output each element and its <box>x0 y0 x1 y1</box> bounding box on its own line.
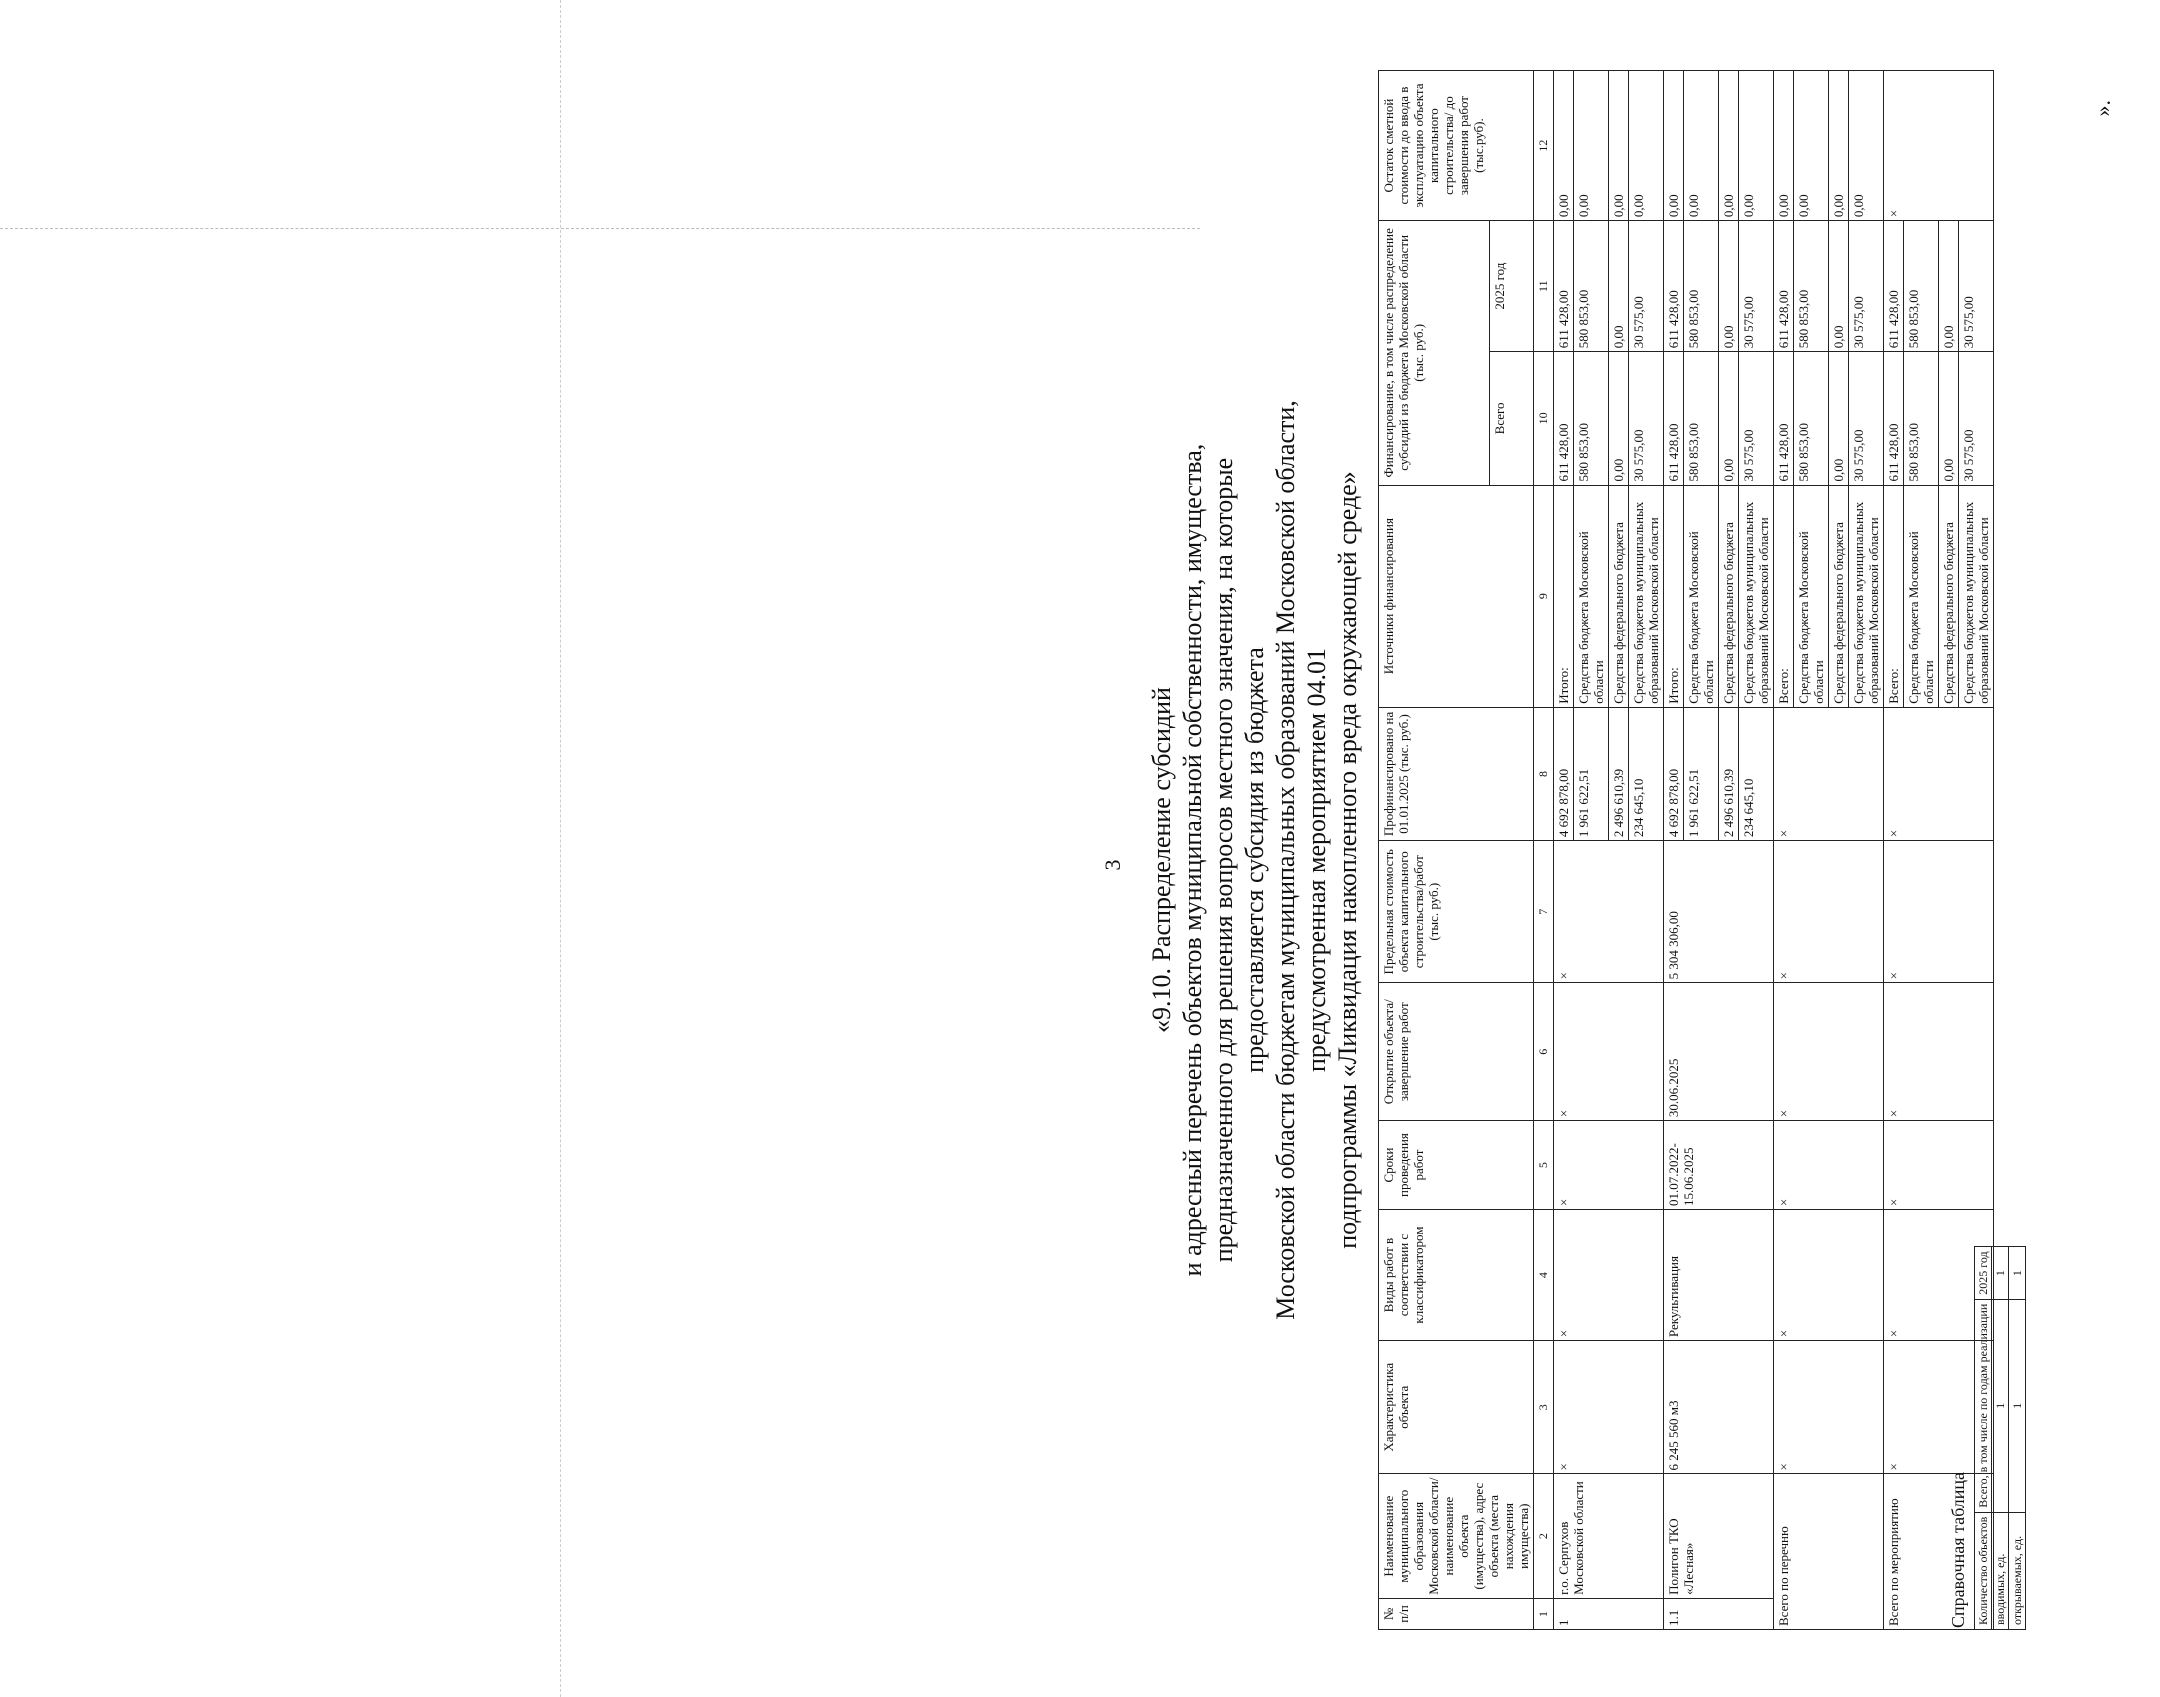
header-cell: Виды работ в соответствии с классификатором <box>1379 1210 1534 1341</box>
year-2025-value: 30 575,00 <box>1959 221 1994 352</box>
opening-date: × <box>1774 983 1884 1121</box>
header-cell: Остаток сметной стоимости до ввода в эксплуатацию объекта капитального строительства/ до завершения работ (тыс.руб). <box>1379 71 1534 221</box>
remaining-value: 0,00 <box>1609 71 1629 221</box>
work-terms: 01.07.2022-15.06.2025 <box>1664 1121 1774 1210</box>
title-line: предназначенного для решения вопросов местного значения, на которые <box>1209 457 1238 1263</box>
funding-source: Итого: <box>1664 485 1684 707</box>
header-cell: № п/п <box>1379 1598 1534 1629</box>
year-2025-value: 580 853,00 <box>1684 221 1719 352</box>
funding-source: Средства бюджета Московской области <box>1684 485 1719 707</box>
funding-source: Средства бюджета Московской области <box>1794 485 1829 707</box>
document-page <box>1090 70 2160 1660</box>
limit-cost: × <box>1774 841 1884 983</box>
table-cell: 1 <box>2009 1299 2026 1512</box>
title-line: предоставляется субсидия из бюджета <box>1240 647 1269 1073</box>
table-row <box>1774 71 1794 1630</box>
work-type: Рекультивация <box>1664 1210 1774 1341</box>
funding-source: Итого: <box>1554 485 1574 707</box>
total-value: 611 428,00 <box>1884 352 1904 485</box>
object-characteristic: × <box>1774 1341 1884 1474</box>
year-2025-value: 30 575,00 <box>1849 221 1884 352</box>
total-value: 0,00 <box>1719 352 1739 485</box>
table-cell: открываемых, ед. <box>2009 1512 2026 1629</box>
table-row <box>1664 71 1684 1630</box>
summary-label: Всего по перечню <box>1774 1474 1884 1630</box>
work-terms: × <box>1774 1121 1884 1210</box>
column-number: 1 <box>1534 1598 1554 1629</box>
total-value: 580 853,00 <box>1904 352 1939 485</box>
year-2025-value: 0,00 <box>1939 221 1959 352</box>
total-value: 611 428,00 <box>1664 352 1684 485</box>
remaining-value: 0,00 <box>1794 71 1829 221</box>
column-number-row <box>1534 71 1554 1630</box>
table-row <box>1884 71 1904 1630</box>
remaining-value: × <box>1884 71 1994 221</box>
object-characteristic: × <box>1554 1341 1664 1474</box>
funding-source: Средства бюджета Московской области <box>1904 485 1939 707</box>
total-value: 30 575,00 <box>1849 352 1884 485</box>
header-cell: Характеристика объекта <box>1379 1341 1534 1474</box>
column-number: 10 <box>1534 352 1554 485</box>
header-cell: 2025 год <box>1489 221 1533 352</box>
total-value: 580 853,00 <box>1794 352 1829 485</box>
year-2025-value: 30 575,00 <box>1739 221 1774 352</box>
header-cell: Количество объектов <box>1975 1512 1992 1629</box>
table-cell: 1 <box>2009 1247 2026 1299</box>
funding-source: Средства бюджетов муниципальных образований Московской области <box>1959 485 1994 707</box>
funding-source: Средства федерального бюджета <box>1939 485 1959 707</box>
opening-date: × <box>1554 983 1664 1121</box>
title-line: Московской области бюджетам муниципальных образований Московской области, <box>1271 400 1300 1320</box>
column-number: 3 <box>1534 1341 1554 1474</box>
table-cell: 1 <box>1992 1247 2009 1299</box>
year-2025-value: 611 428,00 <box>1774 221 1794 352</box>
remaining-value: 0,00 <box>1574 71 1609 221</box>
year-2025-value: 580 853,00 <box>1794 221 1829 352</box>
table-cell: вводимых, ед. <box>1992 1512 2009 1629</box>
title-line: предусмотренная мероприятием 04.01 <box>1302 647 1331 1073</box>
year-2025-value: 30 575,00 <box>1629 221 1664 352</box>
scan-artifact-line <box>0 228 1200 229</box>
financed-value: 2 496 610,39 <box>1719 707 1739 840</box>
scan-artifact-vline <box>560 0 561 1697</box>
funding-source: Средства федерального бюджета <box>1609 485 1629 707</box>
remaining-value: 0,00 <box>1554 71 1574 221</box>
year-2025-value: 580 853,00 <box>1574 221 1609 352</box>
funding-source: Средства бюджетов муниципальных образований Московской области <box>1629 485 1664 707</box>
header-group-cell: Финансирование, в том числе распределение субсидий из бюджета Московской области (тыс. руб.) <box>1379 221 1490 485</box>
object-name: Полигон ТКО «Лесная» <box>1664 1474 1774 1598</box>
header-cell: Всего <box>1489 352 1533 485</box>
header-cell: Сроки проведения работ <box>1379 1121 1534 1210</box>
row-number: 1 <box>1554 1598 1664 1629</box>
document-title <box>1146 100 1363 1620</box>
object-name: г.о. Серпухов Московской области <box>1554 1474 1664 1598</box>
remaining-value: 0,00 <box>1774 71 1794 221</box>
column-number: 4 <box>1534 1210 1554 1341</box>
closing-quote-mark: ». <box>2090 100 2115 117</box>
year-2025-value: 0,00 <box>1719 221 1739 352</box>
total-value: 0,00 <box>1939 352 1959 485</box>
financed-value: × <box>1774 707 1884 840</box>
header-cell: Профинансировано на 01.01.2025 (тыс. руб.) <box>1379 707 1534 840</box>
financed-value: 4 692 878,00 <box>1664 707 1684 840</box>
funding-source: Всего: <box>1774 485 1794 707</box>
financed-value: 4 692 878,00 <box>1554 707 1574 840</box>
remaining-value: 0,00 <box>1719 71 1739 221</box>
row-number: 1.1 <box>1664 1598 1774 1629</box>
column-number: 9 <box>1534 485 1554 707</box>
year-2025-value: 580 853,00 <box>1904 221 1939 352</box>
funding-source: Средства бюджета Московской области <box>1574 485 1609 707</box>
summary-label: Всего по мероприятию <box>1884 1474 1994 1630</box>
limit-cost: × <box>1554 841 1664 983</box>
column-number: 7 <box>1534 841 1554 983</box>
title-line: «9.10. Распределение субсидий <box>1147 687 1176 1033</box>
funding-source: Средства бюджетов муниципальных образований Московской области <box>1739 485 1774 707</box>
financed-value: 1 961 622,51 <box>1574 707 1609 840</box>
total-value: 0,00 <box>1609 352 1629 485</box>
table-header-row <box>1975 1247 1992 1630</box>
subsidy-table <box>1378 70 1994 1630</box>
header-cell: Наименование муниципального образования Московской области/ наименование объекта (имущества), адрес объекта (места нахождения имущества) <box>1379 1474 1534 1598</box>
header-cell: Предельная стоимость объекта капитального строительства/работ (тыс. руб.) <box>1379 841 1534 983</box>
financed-value: 2 496 610,39 <box>1609 707 1629 840</box>
column-number: 12 <box>1534 71 1554 221</box>
limit-cost: × <box>1884 841 1994 983</box>
work-terms: × <box>1884 1121 1994 1210</box>
column-number: 2 <box>1534 1474 1554 1598</box>
year-2025-value: 0,00 <box>1609 221 1629 352</box>
funding-source: Всего: <box>1884 485 1904 707</box>
opening-date: × <box>1884 983 1994 1121</box>
header-cell: 2025 год <box>1975 1247 1992 1299</box>
year-2025-value: 611 428,00 <box>1664 221 1684 352</box>
column-number: 6 <box>1534 983 1554 1121</box>
header-cell: Открытие объекта/завершение работ <box>1379 983 1534 1121</box>
total-value: 580 853,00 <box>1574 352 1609 485</box>
total-value: 30 575,00 <box>1629 352 1664 485</box>
remaining-value: 0,00 <box>1664 71 1684 221</box>
total-value: 611 428,00 <box>1774 352 1794 485</box>
limit-cost: 5 304 306,00 <box>1664 841 1774 983</box>
financed-value: 1 961 622,51 <box>1684 707 1719 840</box>
remaining-value: 0,00 <box>1829 71 1849 221</box>
work-terms: × <box>1554 1121 1664 1210</box>
financed-value: 234 645,10 <box>1739 707 1774 840</box>
column-number: 5 <box>1534 1121 1554 1210</box>
total-value: 580 853,00 <box>1684 352 1719 485</box>
opening-date: 30.06.2025 <box>1664 983 1774 1121</box>
table-row <box>1992 1247 2009 1630</box>
column-number: 11 <box>1534 221 1554 352</box>
title-line: подпрограммы «Ликвидация накопленного вреда окружающей среде» <box>1333 471 1362 1249</box>
funding-source: Средства федерального бюджета <box>1719 485 1739 707</box>
total-value: 611 428,00 <box>1554 352 1574 485</box>
header-cell: Источники финансирования <box>1379 485 1534 707</box>
total-value: 30 575,00 <box>1739 352 1774 485</box>
reference-table-title: Справочная таблица <box>1948 1471 1968 1628</box>
year-2025-value: 611 428,00 <box>1554 221 1574 352</box>
total-value: 0,00 <box>1829 352 1849 485</box>
table-cell: 1 <box>1992 1299 2009 1512</box>
object-characteristic: 6 245 560 м3 <box>1664 1341 1774 1474</box>
remaining-value: 0,00 <box>1684 71 1719 221</box>
remaining-value: 0,00 <box>1739 71 1774 221</box>
remaining-value: 0,00 <box>1849 71 1884 221</box>
table-header-row <box>1379 71 1490 1630</box>
total-value: 30 575,00 <box>1959 352 1994 485</box>
financed-value: × <box>1884 707 1994 840</box>
work-type: × <box>1884 1210 1994 1341</box>
header-cell: Всего, в том числе по годам реализации <box>1975 1299 1992 1512</box>
remaining-value: 0,00 <box>1629 71 1664 221</box>
funding-source: Средства бюджетов муниципальных образований Московской области <box>1849 485 1884 707</box>
year-2025-value: 611 428,00 <box>1884 221 1904 352</box>
work-type: × <box>1774 1210 1884 1341</box>
page-number: 3 <box>1100 859 1125 871</box>
work-type: × <box>1554 1210 1664 1341</box>
year-2025-value: 0,00 <box>1829 221 1849 352</box>
table-row <box>1554 71 1574 1630</box>
object-characteristic: × <box>1884 1341 1994 1474</box>
funding-source: Средства федерального бюджета <box>1829 485 1849 707</box>
table-row <box>2009 1247 2026 1630</box>
column-number: 8 <box>1534 707 1554 840</box>
reference-table <box>1974 1246 2026 1630</box>
title-line: и адресный перечень объектов муниципальной собственности, имущества, <box>1178 443 1207 1277</box>
financed-value: 234 645,10 <box>1629 707 1664 840</box>
